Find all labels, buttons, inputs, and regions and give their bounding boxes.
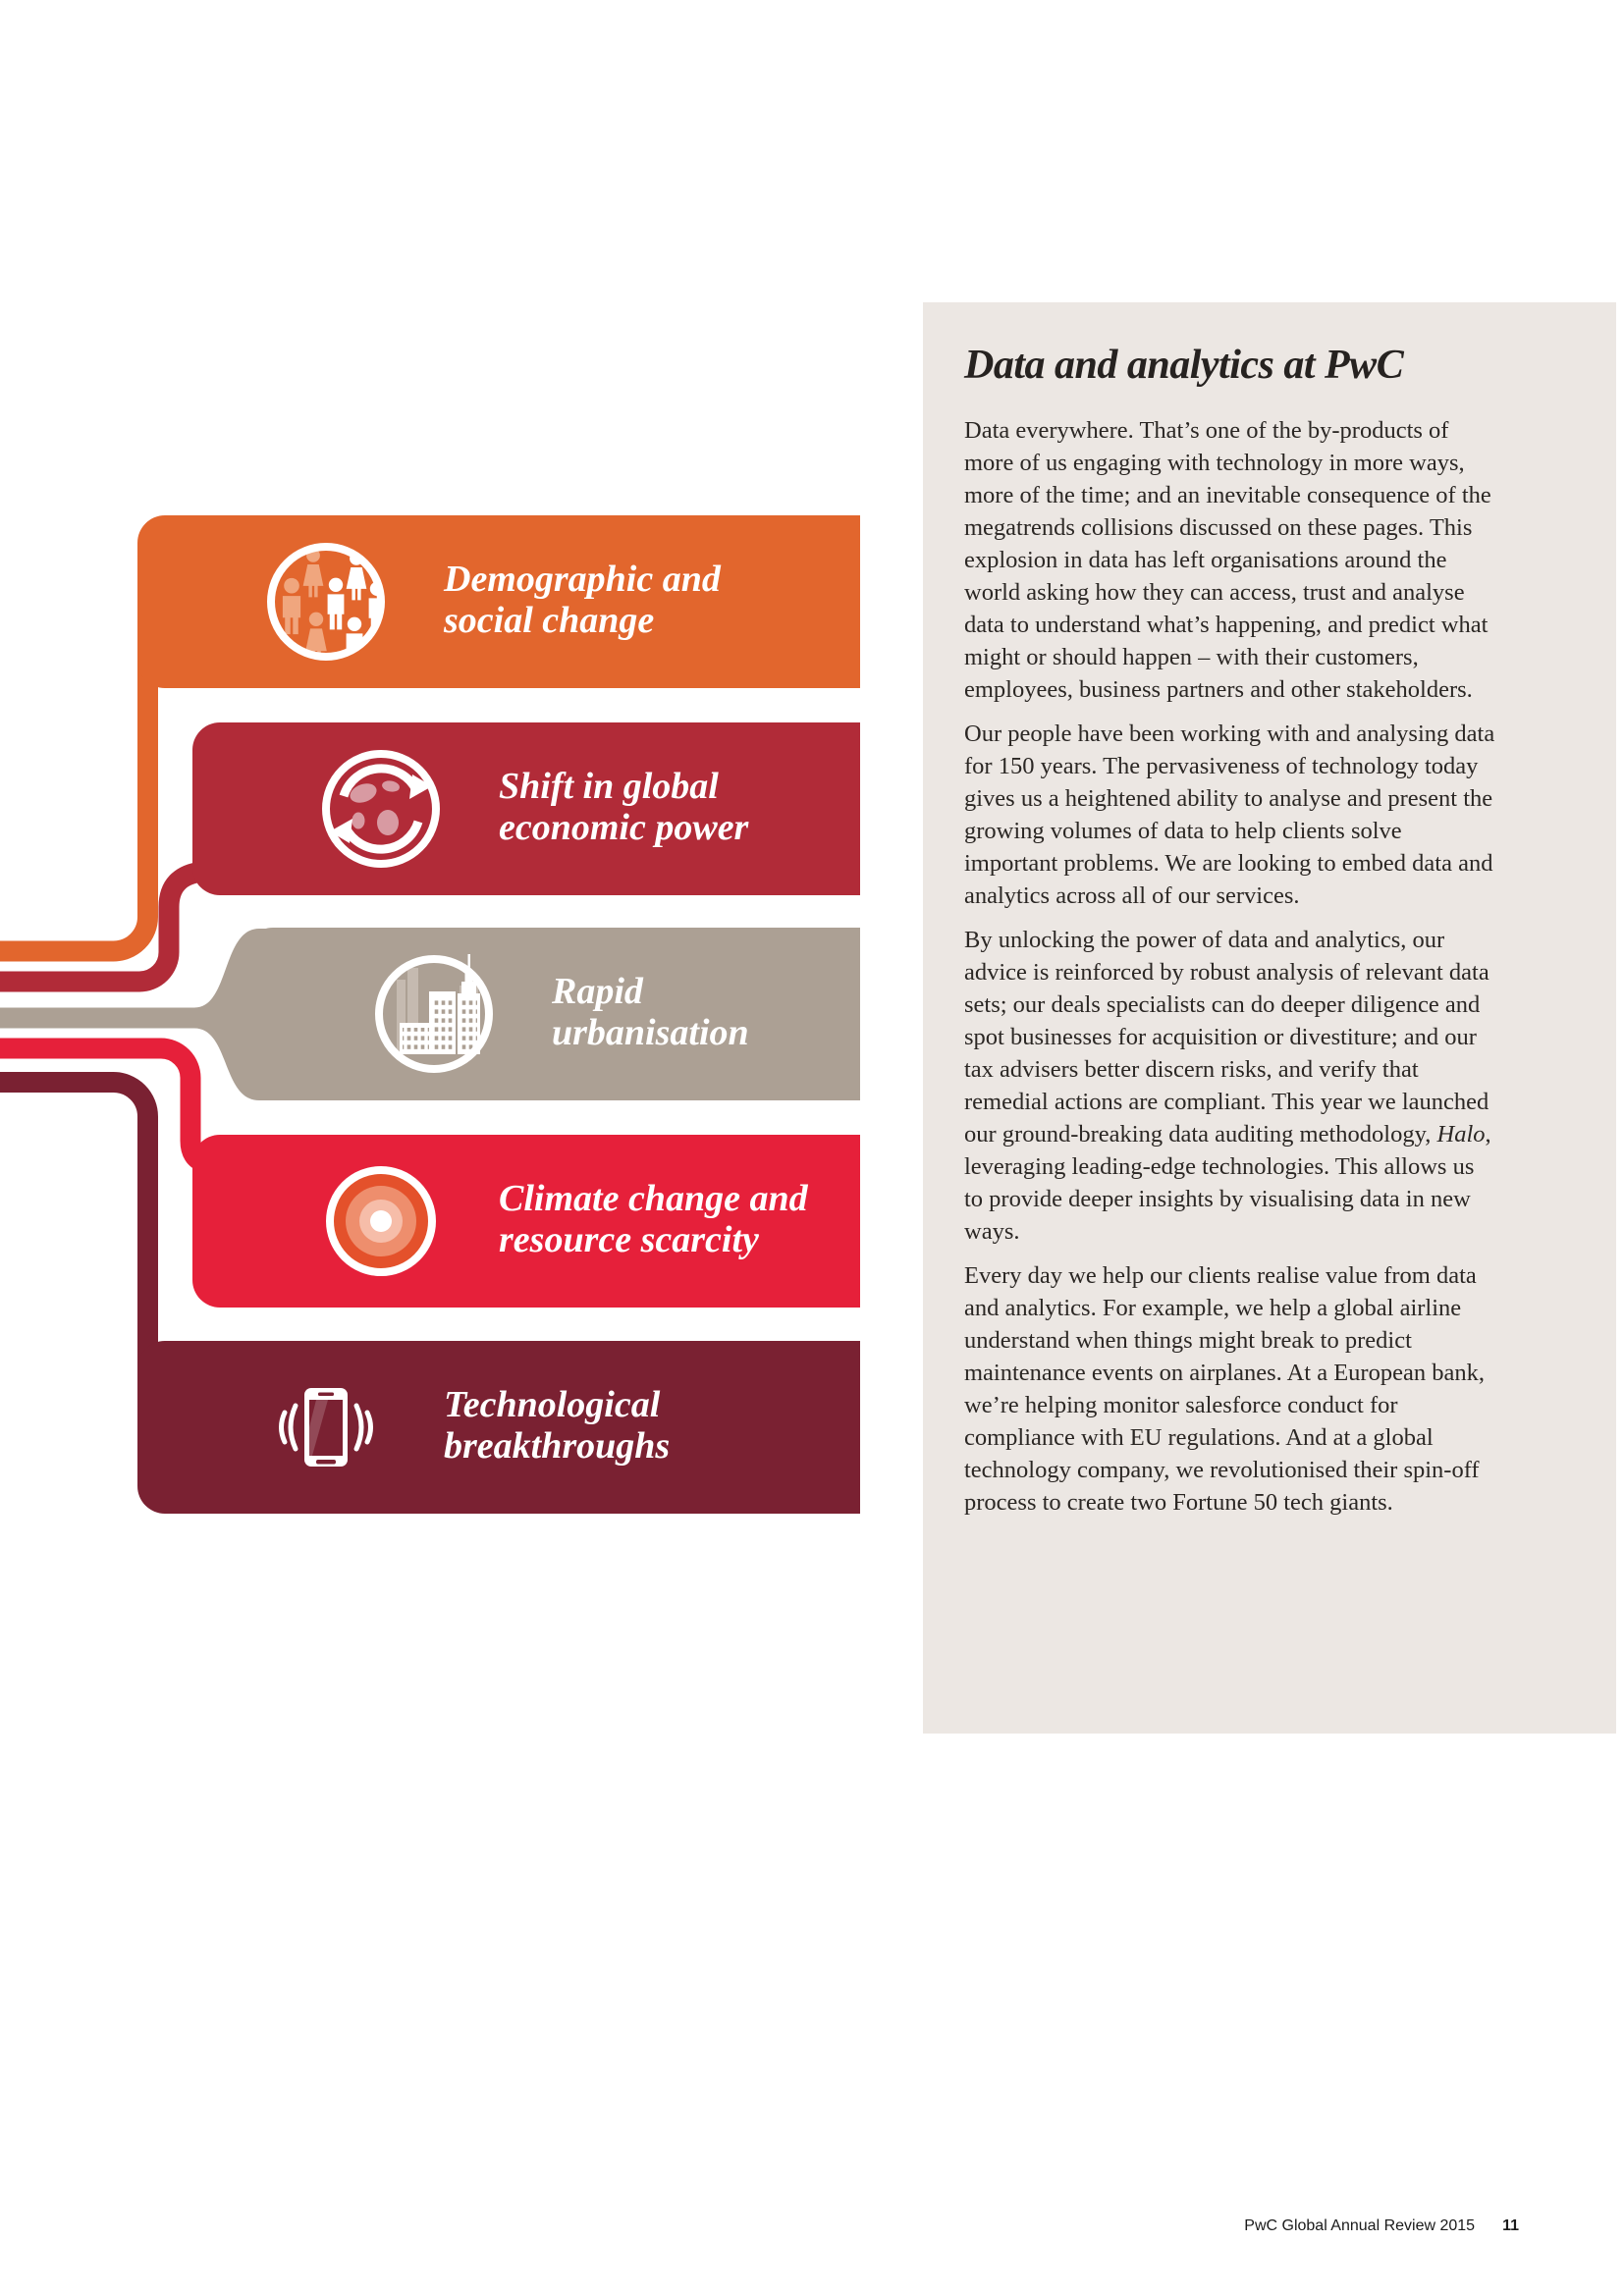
banner-label-line: Climate change and bbox=[499, 1178, 808, 1219]
banner-label-line: Technological bbox=[444, 1384, 661, 1425]
banner-label-line: urbanisation bbox=[552, 1012, 749, 1053]
article-body bbox=[964, 414, 1496, 1519]
article-paragraph: By unlocking the power of data and analytics, our advice is reinforced by robust analysis of relevant data sets; our deals specialists can do deeper diligence and spot businesses for acquisition or divestiture; and our tax advisers better discern risks, and verify that remedial actions are compliant. This year we launched our ground-breaking data auditing methodology, Halo, leveraging leading-edge technologies. This allows us to provide deeper insights by visualising data in new ways. bbox=[964, 927, 1491, 1245]
banner-label-climate bbox=[499, 1178, 872, 1260]
footer-title: PwC Global Annual Review 2015 bbox=[1244, 2217, 1476, 2234]
pipe-demographic bbox=[0, 648, 148, 951]
banner-label-technology bbox=[444, 1384, 817, 1467]
page-footer bbox=[884, 2217, 1519, 2235]
article-title: Data and analytics at PwC bbox=[964, 343, 1404, 388]
banner-label-demographic bbox=[444, 559, 817, 641]
banner-label-line: Rapid bbox=[552, 971, 643, 1012]
banner-label-economic-power bbox=[499, 766, 872, 848]
article-paragraph: Our people have been working with and analysing data for 150 years. The pervasiveness of technology today gives us a heightened ability to analyse and present the growing volumes of data to help clients solve important problems. We are looking to embed data and analytics across all of our services. bbox=[964, 721, 1495, 909]
pipe-climate bbox=[0, 1048, 204, 1162]
banner-label-line: Shift in global bbox=[499, 766, 719, 807]
page-number: 11 bbox=[1502, 2217, 1519, 2234]
banner-label-urbanisation bbox=[552, 971, 925, 1053]
pipe-economic-power bbox=[0, 872, 202, 982]
banner-label-line: resource scarcity bbox=[499, 1219, 759, 1260]
banner-label-line: breakthroughs bbox=[444, 1425, 671, 1467]
climate-rings-icon bbox=[330, 1170, 432, 1272]
banner-label-line: Demographic and bbox=[444, 559, 721, 600]
article-paragraph: Data everywhere. That’s one of the by-products of more of us engaging with technology in more ways, more of the time; and an inevitable consequence of the megatrends collisions discussed on these pages. This explosion in data has left organisations around the world asking how they can access, trust and analyse data to understand what’s happening, and predict what might or should happen – with their customers, employees, business partners and other stakeholders. bbox=[964, 417, 1491, 703]
banner-label-line: social change bbox=[444, 600, 655, 641]
pipe-technology bbox=[0, 1083, 148, 1375]
article-paragraph: Every day we help our clients realise value from data and analytics. For example, we help a global airline understand when things might break to predict maintenance events on airplanes. At a European bank, we’re helping monitor salesforce conduct for compliance with EU regulations. And at a global technology company, we revolutionised their spin-off process to create two Fortune 50 tech giants. bbox=[964, 1262, 1485, 1516]
article-panel bbox=[923, 302, 1616, 1734]
banner-label-line: economic power bbox=[499, 807, 749, 848]
